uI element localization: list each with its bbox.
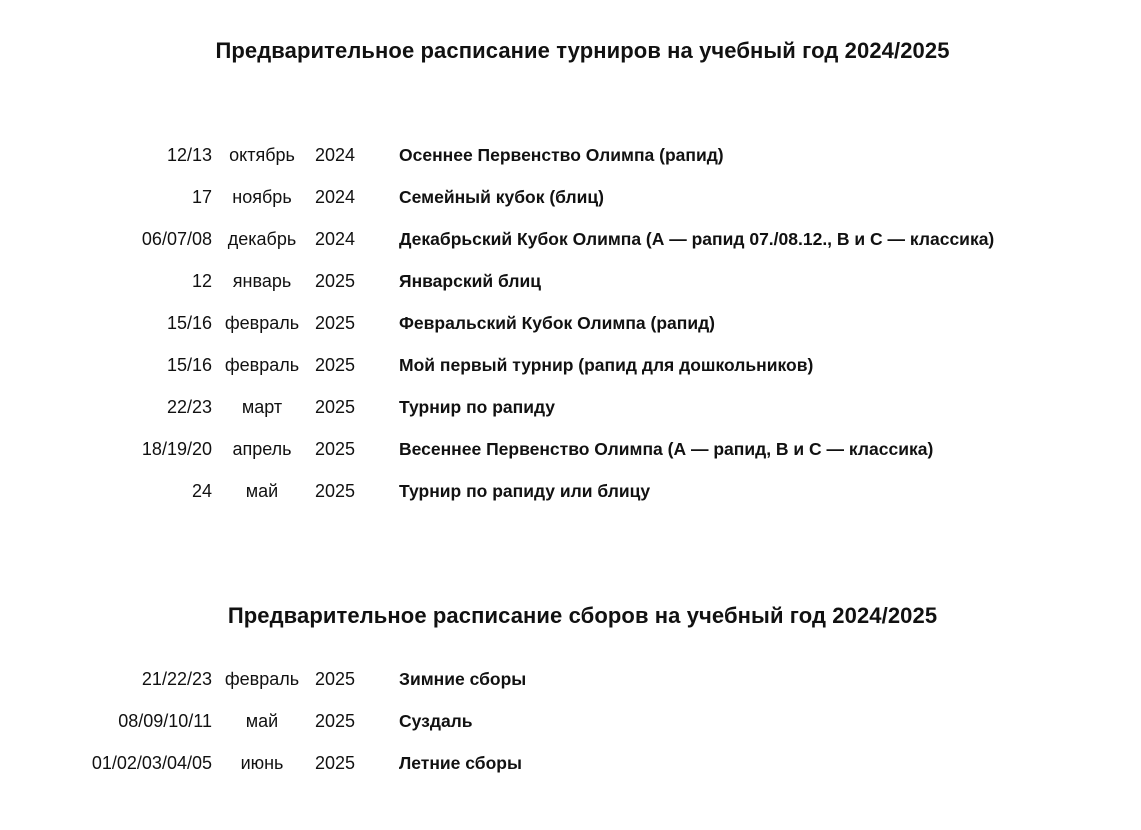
event-name: Суздаль bbox=[399, 711, 473, 731]
schedule-row bbox=[0, 660, 1141, 702]
schedule-row bbox=[0, 346, 1141, 388]
date-days: 24 bbox=[191, 481, 212, 501]
date-month: январь bbox=[232, 271, 292, 291]
date-days: 15/16 bbox=[166, 313, 212, 333]
event-name: Летние сборы bbox=[399, 753, 522, 773]
date-year: 2025 bbox=[314, 313, 356, 333]
date-month: июнь bbox=[240, 753, 284, 773]
date-month: май bbox=[245, 711, 279, 731]
event-name: Февральский Кубок Олимпа (рапид) bbox=[399, 313, 716, 333]
schedule-row bbox=[0, 744, 1141, 786]
schedule-row bbox=[0, 430, 1141, 472]
schedule-row bbox=[0, 702, 1141, 744]
date-month: февраль bbox=[224, 313, 300, 333]
date-year: 2025 bbox=[314, 355, 356, 375]
schedule-row bbox=[0, 304, 1141, 346]
event-name: Декабрьский Кубок Олимпа (А — рапид 07./08.12., В и С — классика) bbox=[399, 229, 995, 249]
date-year: 2025 bbox=[314, 481, 356, 501]
date-days: 08/09/10/11 bbox=[118, 711, 212, 731]
date-year: 2025 bbox=[314, 439, 356, 459]
date-days: 15/16 bbox=[166, 355, 212, 375]
date-days: 06/07/08 bbox=[141, 229, 212, 249]
date-month: апрель bbox=[232, 439, 292, 459]
date-month: май bbox=[245, 481, 279, 501]
date-month: февраль bbox=[224, 355, 300, 375]
event-name: Весеннее Первенство Олимпа (А — рапид, В и С — классика) bbox=[399, 439, 934, 459]
date-year: 2024 bbox=[314, 229, 356, 249]
date-days: 22/23 bbox=[166, 397, 212, 417]
date-year: 2025 bbox=[314, 753, 356, 773]
tournaments-title: Предварительное расписание турниров на учебный год 2024/2025 bbox=[215, 38, 950, 63]
date-month: февраль bbox=[224, 669, 300, 689]
camps-title: Предварительное расписание сборов на учебный год 2024/2025 bbox=[227, 603, 938, 628]
date-month: ноябрь bbox=[232, 187, 292, 207]
schedule-row bbox=[0, 136, 1141, 178]
event-name: Январский блиц bbox=[399, 271, 541, 291]
schedule-row bbox=[0, 220, 1141, 262]
schedule-row bbox=[0, 472, 1141, 514]
date-days: 12 bbox=[191, 271, 212, 291]
event-name: Турнир по рапиду bbox=[399, 397, 556, 417]
date-days: 01/02/03/04/05 bbox=[91, 753, 212, 773]
tournaments-schedule bbox=[0, 136, 1141, 514]
date-year: 2025 bbox=[314, 271, 356, 291]
event-name: Зимние сборы bbox=[399, 669, 527, 689]
schedule-row bbox=[0, 262, 1141, 304]
event-name: Мой первый турнир (рапид для дошкольников) bbox=[399, 355, 814, 375]
date-year: 2024 bbox=[314, 145, 356, 165]
date-days: 17 bbox=[191, 187, 212, 207]
date-month: март bbox=[241, 397, 283, 417]
date-month: октябрь bbox=[229, 145, 295, 165]
date-month: декабрь bbox=[227, 229, 297, 249]
date-year: 2025 bbox=[314, 397, 356, 417]
event-name: Турнир по рапиду или блицу bbox=[399, 481, 651, 501]
date-days: 12/13 bbox=[166, 145, 212, 165]
schedule-row bbox=[0, 178, 1141, 220]
date-year: 2025 bbox=[314, 669, 356, 689]
date-year: 2024 bbox=[314, 187, 356, 207]
date-year: 2025 bbox=[314, 711, 356, 731]
date-days: 18/19/20 bbox=[141, 439, 212, 459]
camps-schedule bbox=[0, 660, 1141, 786]
date-days: 21/22/23 bbox=[141, 669, 212, 689]
event-name: Осеннее Первенство Олимпа (рапид) bbox=[399, 145, 724, 165]
event-name: Семейный кубок (блиц) bbox=[399, 187, 604, 207]
schedule-row bbox=[0, 388, 1141, 430]
